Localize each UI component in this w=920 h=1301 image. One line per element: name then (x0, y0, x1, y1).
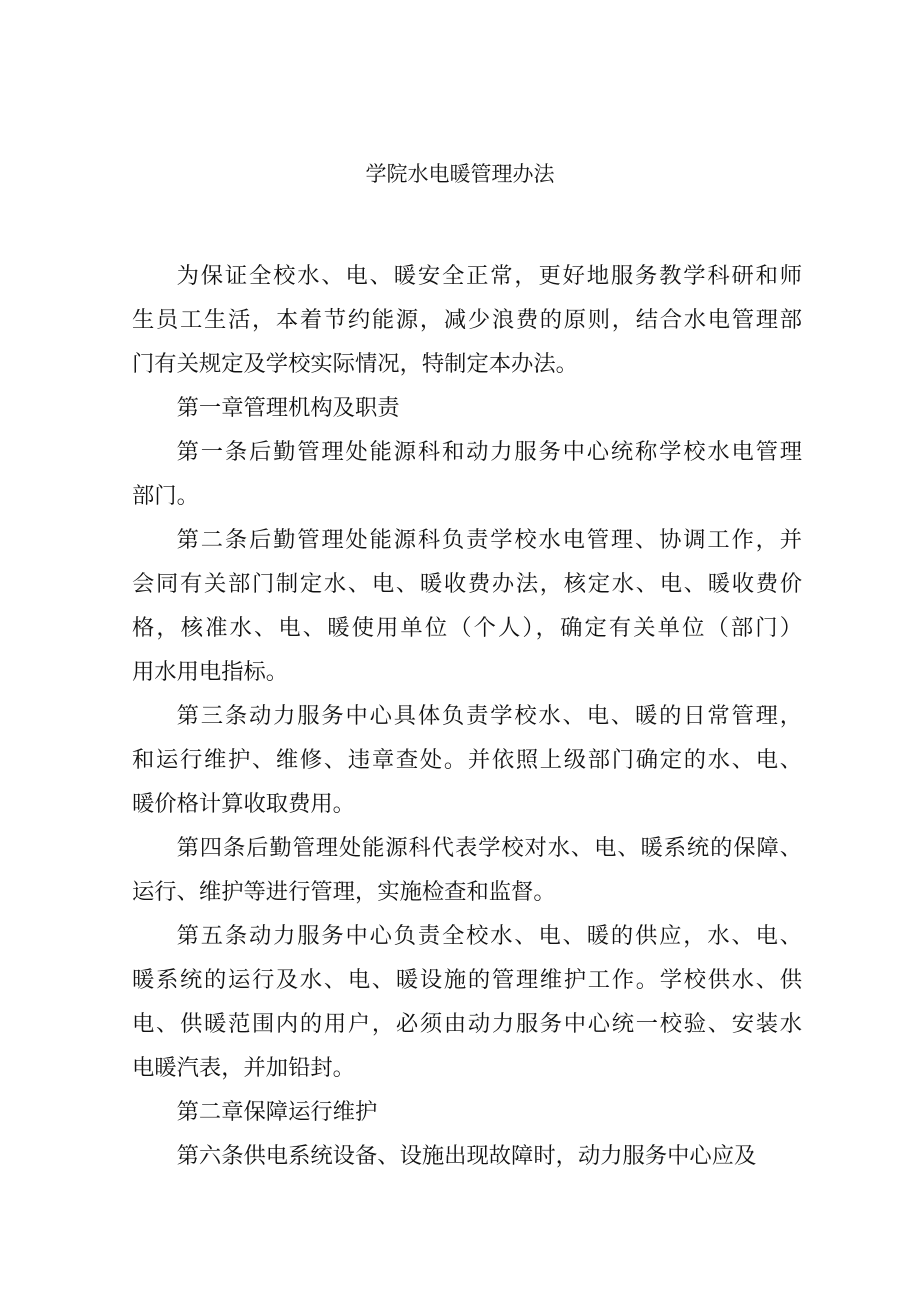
paragraph-line: 运行、维护等进行管理，实施检查和监督。 (132, 879, 556, 905)
document-title: 学院水电暖管理办法 (365, 162, 555, 186)
chapter-heading (132, 1090, 802, 1134)
paragraph-line: 用水用电指标。 (132, 659, 289, 685)
paragraph-line: 部门。 (132, 483, 199, 509)
paragraph-line: 电暖汽表，并加铅封。 (132, 1055, 355, 1081)
paragraph (132, 694, 802, 826)
paragraph (132, 430, 802, 518)
document-body (132, 254, 802, 1178)
paragraph-line: 格，核准水、电、暖使用单位（个人），确定有关单位（部门） (132, 615, 802, 641)
paragraph-line: 和运行维护、维修、违章查处。并依照上级部门确定的水、电、 (132, 747, 802, 773)
paragraph-line: 第三条动力服务中心具体负责学校水、电、暖的日常管理， (176, 703, 802, 729)
paragraph-line: 第五条动力服务中心负责全校水、电、暖的供应，水、电、 (176, 923, 802, 949)
paragraph-line: 第六条供电系统设备、设施出现故障时，动力服务中心应及 (176, 1143, 757, 1169)
paragraph (132, 254, 802, 386)
paragraph-line: 生员工生活，本着节约能源，减少浪费的原则，结合水电管理部 (132, 307, 802, 333)
heading-text: 第二章保障运行维护 (176, 1099, 378, 1125)
paragraph-line: 第四条后勤管理处能源科代表学校对水、电、暖系统的保障、 (176, 835, 802, 861)
paragraph-line: 为保证全校水、电、暖安全正常，更好地服务教学科研和师 (176, 263, 802, 289)
paragraph-line: 门有关规定及学校实际情况，特制定本办法。 (132, 351, 578, 377)
paragraph-line: 第二条后勤管理处能源科负责学校水电管理、协调工作，并 (176, 527, 802, 553)
heading-text: 第一章管理机构及职责 (176, 395, 400, 421)
paragraph (132, 914, 802, 1090)
chapter-heading (132, 386, 802, 430)
paragraph-line: 电、供暖范围内的用户，必须由动力服务中心统一校验、安装水 (132, 1011, 802, 1037)
paragraph (132, 1134, 802, 1178)
paragraph-line: 暖价格计算收取费用。 (132, 791, 355, 817)
paragraph (132, 518, 802, 694)
paragraph-line: 第一条后勤管理处能源科和动力服务中心统称学校水电管理 (176, 439, 802, 465)
paragraph (132, 826, 802, 914)
paragraph-line: 会同有关部门制定水、电、暖收费办法，核定水、电、暖收费价 (132, 571, 802, 597)
paragraph-line: 暖系统的运行及水、电、暖设施的管理维护工作。学校供水、供 (132, 967, 802, 993)
